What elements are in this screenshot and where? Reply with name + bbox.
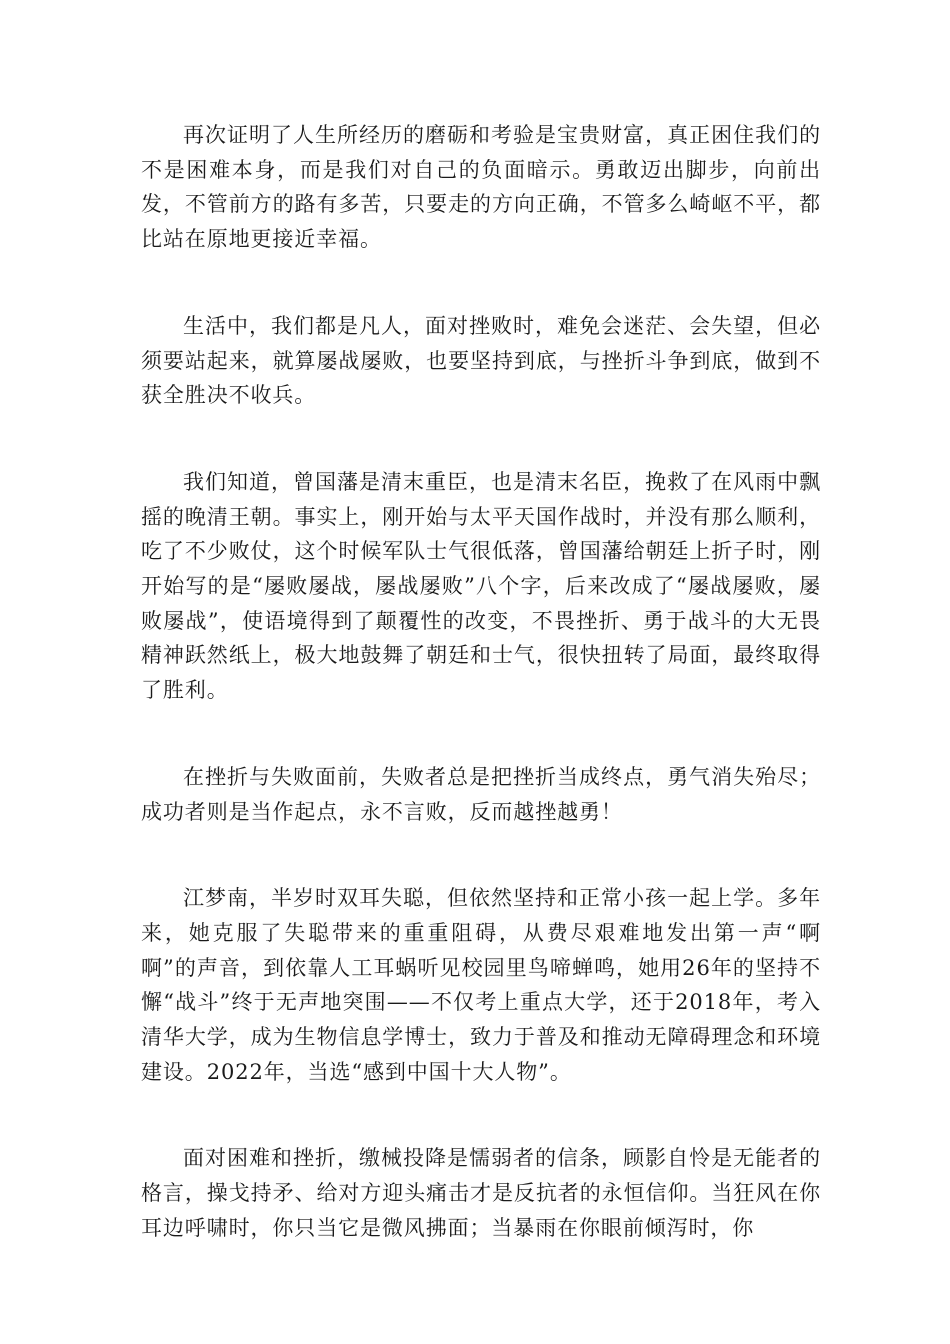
paragraph-6: 面对困难和挫折，缴械投降是懦弱者的信条，顾影自怜是无能者的格言，操戈持矛、给对方迎头痛击才是反抗者的永恒信仰。当狂风在你耳边呼啸时，你只当它是微风拂面；当暴雨在你眼前倾泻时，你 bbox=[141, 1146, 821, 1240]
paragraph-4: 在挫折与失败面前，失败者总是把挫折当成终点，勇气消失殆尽；成功者则是当作起点，永不言败，反而越挫越勇！ bbox=[141, 764, 821, 824]
paragraph-5: 江梦南，半岁时双耳失聪，但依然坚持和正常小孩一起上学。多年来，她克服了失聪带来的重重阻碍，从费尽艰难地发出第一声“啊啊”的声音，到依靠人工耳蜗听见校园里鸟啼蝉鸣，她用26年的坚持不懈“战斗”终于无声地突围——不仅考上重点大学，还于2018年，考入清华大学，成为生物信息学博士，致力于普及和推动无障碍理念和环境建设。2022年，当选“感到中国十大人物”。 bbox=[141, 886, 821, 1084]
paragraph-2: 生活中，我们都是凡人，面对挫败时，难免会迷茫、会失望，但必须要站起来，就算屡战屡败，也要坚持到底，与挫折斗争到底，做到不获全胜决不收兵。 bbox=[141, 313, 821, 408]
paragraph-1: 再次证明了人生所经历的磨砺和考验是宝贵财富，真正困住我们的不是困难本身，而是我们对自己的负面暗示。勇敢迈出脚步，向前出发，不管前方的路有多苦，只要走的方向正确，不管多么崎岖不平，都比站在原地更接近幸福。 bbox=[141, 123, 821, 252]
article-body bbox=[141, 118, 821, 1298]
paragraph-3: 我们知道，曾国藩是清末重臣，也是清末名臣，挽救了在风雨中飘摇的晚清王朝。事实上，刚开始与太平天国作战时，并没有那么顺利，吃了不少败仗，这个时候军队士气很低落，曾国藩给朝廷上折子时，刚开始写的是“屡败屡战，屡战屡败”八个字，后来改成了“屡战屡败，屡败屡战”，使语境得到了颠覆性的改变，不畏挫折、勇于战斗的大无畏精神跃然纸上，极大地鼓舞了朝廷和士气，很快扭转了局面，最终取得了胜利。 bbox=[141, 469, 821, 703]
